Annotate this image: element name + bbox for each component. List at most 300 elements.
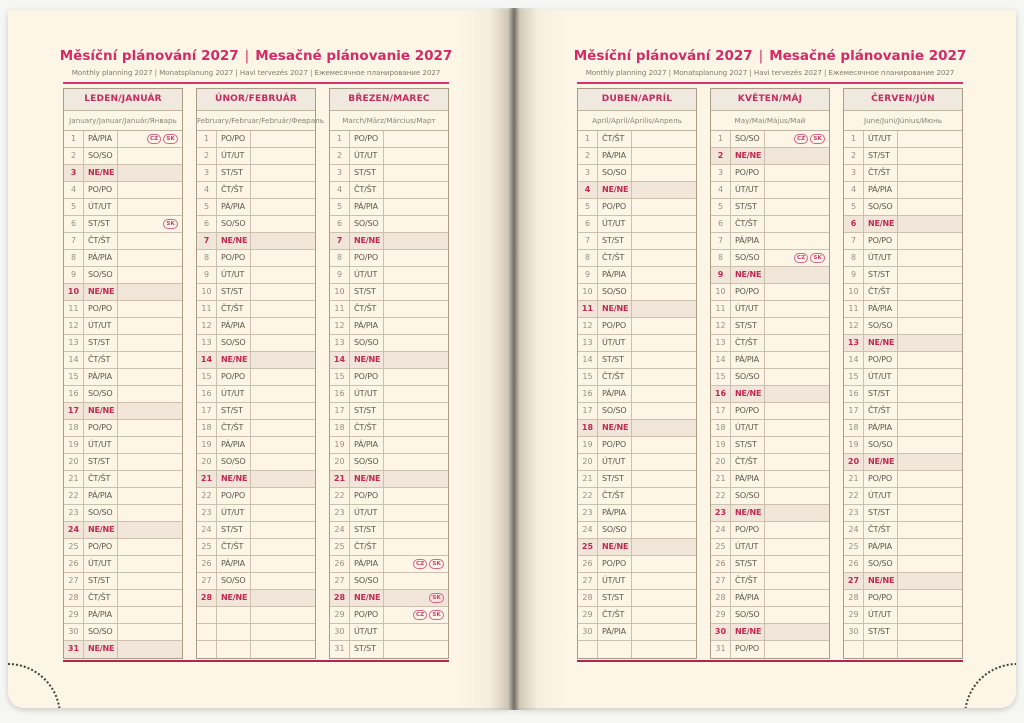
notes-cell bbox=[765, 233, 829, 249]
day-abbreviation: ÚT/UT bbox=[84, 556, 118, 572]
day-number: 11 bbox=[711, 301, 731, 317]
day-row bbox=[711, 454, 829, 471]
day-abbreviation: PÁ/PIA bbox=[84, 131, 118, 147]
day-row bbox=[844, 437, 962, 454]
day-abbreviation bbox=[864, 641, 898, 658]
day-number: 7 bbox=[844, 233, 864, 249]
day-number: 23 bbox=[844, 505, 864, 521]
day-abbreviation: PO/PO bbox=[598, 318, 632, 334]
day-abbreviation: PO/PO bbox=[350, 131, 384, 147]
day-abbreviation: ÚT/UT bbox=[84, 199, 118, 215]
notes-cell bbox=[765, 403, 829, 419]
day-abbreviation: NE/NE bbox=[598, 420, 632, 436]
day-row bbox=[197, 454, 315, 471]
notes-cell bbox=[118, 607, 182, 623]
day-abbreviation: PO/PO bbox=[84, 182, 118, 198]
notes-cell bbox=[632, 148, 696, 164]
notes-cell bbox=[898, 641, 962, 658]
day-abbreviation bbox=[217, 607, 251, 623]
day-abbreviation: ST/ST bbox=[864, 148, 898, 164]
notes-cell bbox=[898, 148, 962, 164]
day-number bbox=[844, 641, 864, 658]
empty-row bbox=[578, 641, 696, 658]
notes-cell bbox=[898, 301, 962, 317]
day-row bbox=[64, 556, 182, 573]
day-number: 28 bbox=[330, 590, 350, 606]
day-abbreviation: PO/PO bbox=[217, 131, 251, 147]
day-row bbox=[197, 403, 315, 420]
day-row bbox=[711, 301, 829, 318]
notes-cell bbox=[251, 505, 315, 521]
day-row bbox=[578, 284, 696, 301]
day-number: 22 bbox=[844, 488, 864, 504]
notes-cell bbox=[632, 216, 696, 232]
day-row bbox=[64, 352, 182, 369]
day-abbreviation: ST/ST bbox=[731, 437, 765, 453]
notes-cell bbox=[251, 556, 315, 572]
day-number: 27 bbox=[711, 573, 731, 589]
day-row bbox=[578, 199, 696, 216]
notes-cell bbox=[898, 318, 962, 334]
day-abbreviation: SO/SO bbox=[84, 267, 118, 283]
day-row bbox=[844, 335, 962, 352]
day-number: 22 bbox=[578, 488, 598, 504]
notes-cell bbox=[898, 284, 962, 300]
day-number: 16 bbox=[64, 386, 84, 402]
day-abbreviation: NE/NE bbox=[864, 573, 898, 589]
month-table-brezen-marec bbox=[329, 88, 449, 659]
day-abbreviation: PÁ/PIA bbox=[864, 301, 898, 317]
day-number: 12 bbox=[330, 318, 350, 334]
notes-cell bbox=[118, 386, 182, 402]
day-abbreviation: ČT/ŠT bbox=[598, 488, 632, 504]
day-row bbox=[197, 318, 315, 335]
day-abbreviation: SO/SO bbox=[864, 556, 898, 572]
day-number: 1 bbox=[844, 131, 864, 147]
notes-cell bbox=[898, 437, 962, 453]
day-row bbox=[197, 369, 315, 386]
day-number: 18 bbox=[711, 420, 731, 436]
notes-cell bbox=[251, 471, 315, 487]
notes-cell bbox=[898, 369, 962, 385]
notes-cell bbox=[118, 403, 182, 419]
day-abbreviation: PO/PO bbox=[731, 165, 765, 181]
day-number: 24 bbox=[578, 522, 598, 538]
notes-cell bbox=[632, 539, 696, 555]
day-abbreviation: ST/ST bbox=[350, 403, 384, 419]
day-row bbox=[711, 250, 829, 267]
notes-cell bbox=[898, 182, 962, 198]
day-abbreviation: ST/ST bbox=[217, 403, 251, 419]
day-row bbox=[330, 641, 448, 658]
day-number: 29 bbox=[64, 607, 84, 623]
day-abbreviation: ST/ST bbox=[84, 216, 118, 232]
day-number: 15 bbox=[711, 369, 731, 385]
notes-cell bbox=[384, 131, 448, 147]
day-row bbox=[64, 641, 182, 658]
day-abbreviation: PÁ/PIA bbox=[598, 148, 632, 164]
day-row bbox=[578, 267, 696, 284]
notes-cell bbox=[632, 386, 696, 402]
day-number: 6 bbox=[64, 216, 84, 232]
day-number: 7 bbox=[711, 233, 731, 249]
day-number: 7 bbox=[330, 233, 350, 249]
day-abbreviation bbox=[598, 641, 632, 658]
day-number: 25 bbox=[330, 539, 350, 555]
notes-cell bbox=[384, 556, 448, 572]
day-number: 27 bbox=[844, 573, 864, 589]
day-row bbox=[711, 471, 829, 488]
day-abbreviation: PO/PO bbox=[864, 471, 898, 487]
day-abbreviation: ÚT/UT bbox=[598, 573, 632, 589]
notes-cell bbox=[118, 522, 182, 538]
notes-cell bbox=[765, 437, 829, 453]
day-abbreviation: PO/PO bbox=[598, 199, 632, 215]
day-row bbox=[711, 199, 829, 216]
day-row bbox=[64, 386, 182, 403]
day-row bbox=[578, 556, 696, 573]
notes-cell bbox=[384, 165, 448, 181]
day-number: 13 bbox=[578, 335, 598, 351]
day-abbreviation: ČT/ŠT bbox=[731, 335, 765, 351]
day-row bbox=[578, 131, 696, 148]
day-row bbox=[64, 607, 182, 624]
day-number: 26 bbox=[64, 556, 84, 572]
notes-cell bbox=[632, 233, 696, 249]
day-abbreviation: ÚT/UT bbox=[864, 488, 898, 504]
day-number: 18 bbox=[197, 420, 217, 436]
day-number: 21 bbox=[844, 471, 864, 487]
day-row bbox=[330, 386, 448, 403]
day-abbreviation: SO/SO bbox=[598, 165, 632, 181]
day-abbreviation: SO/SO bbox=[350, 335, 384, 351]
notes-cell bbox=[765, 471, 829, 487]
day-row bbox=[578, 386, 696, 403]
notes-cell bbox=[118, 131, 182, 147]
day-abbreviation: ST/ST bbox=[217, 165, 251, 181]
day-number: 2 bbox=[197, 148, 217, 164]
day-abbreviation: SO/SO bbox=[598, 284, 632, 300]
notes-cell bbox=[384, 437, 448, 453]
day-abbreviation: ČT/ŠT bbox=[84, 471, 118, 487]
day-number: 8 bbox=[330, 250, 350, 266]
day-number: 15 bbox=[197, 369, 217, 385]
notes-cell bbox=[765, 352, 829, 368]
day-row bbox=[711, 420, 829, 437]
day-abbreviation: ÚT/UT bbox=[864, 369, 898, 385]
month-table-cerven-jun bbox=[843, 88, 963, 659]
notes-cell bbox=[765, 199, 829, 215]
notes-cell bbox=[384, 216, 448, 232]
day-row bbox=[578, 403, 696, 420]
month-table-duben-april bbox=[577, 88, 697, 659]
day-abbreviation: SO/SO bbox=[217, 454, 251, 470]
notes-cell bbox=[118, 250, 182, 266]
day-abbreviation: PO/PO bbox=[84, 420, 118, 436]
holiday-badge-cz-icon: CZ bbox=[413, 610, 427, 620]
day-abbreviation: PÁ/PIA bbox=[598, 267, 632, 283]
day-row bbox=[330, 590, 448, 607]
day-number: 22 bbox=[64, 488, 84, 504]
notes-cell bbox=[251, 301, 315, 317]
day-number: 10 bbox=[197, 284, 217, 300]
day-abbreviation: NE/NE bbox=[731, 624, 765, 640]
day-number: 30 bbox=[711, 624, 731, 640]
day-number: 28 bbox=[844, 590, 864, 606]
day-row bbox=[578, 539, 696, 556]
day-number: 6 bbox=[711, 216, 731, 232]
notes-cell bbox=[898, 335, 962, 351]
month-name-translations: March/März/Március/Март bbox=[330, 111, 448, 131]
day-number: 17 bbox=[711, 403, 731, 419]
day-abbreviation: ČT/ŠT bbox=[598, 369, 632, 385]
title-separator: | bbox=[758, 48, 764, 64]
day-row bbox=[711, 607, 829, 624]
notes-cell bbox=[632, 199, 696, 215]
notes-cell bbox=[898, 250, 962, 266]
day-number: 23 bbox=[711, 505, 731, 521]
day-row bbox=[844, 386, 962, 403]
day-number: 29 bbox=[844, 607, 864, 623]
notes-cell bbox=[898, 556, 962, 572]
day-abbreviation: SO/SO bbox=[731, 131, 765, 147]
day-number: 14 bbox=[578, 352, 598, 368]
day-number: 1 bbox=[197, 131, 217, 147]
day-abbreviation: PÁ/PIA bbox=[864, 420, 898, 436]
notes-cell bbox=[384, 454, 448, 470]
day-abbreviation: PÁ/PIA bbox=[731, 352, 765, 368]
day-row bbox=[578, 352, 696, 369]
day-abbreviation: ČT/ŠT bbox=[598, 250, 632, 266]
day-number: 29 bbox=[711, 607, 731, 623]
month-name-translations: January/Januar/Január/Январь bbox=[64, 111, 182, 131]
notes-cell bbox=[118, 318, 182, 334]
day-row bbox=[64, 301, 182, 318]
day-abbreviation: SO/SO bbox=[217, 573, 251, 589]
day-number: 20 bbox=[330, 454, 350, 470]
day-number: 24 bbox=[844, 522, 864, 538]
day-row bbox=[64, 267, 182, 284]
notes-cell bbox=[251, 284, 315, 300]
day-abbreviation: ÚT/UT bbox=[84, 437, 118, 453]
day-row bbox=[330, 454, 448, 471]
day-abbreviation: ST/ST bbox=[350, 522, 384, 538]
day-number: 28 bbox=[578, 590, 598, 606]
day-number: 20 bbox=[711, 454, 731, 470]
notes-cell bbox=[118, 199, 182, 215]
notes-cell bbox=[765, 131, 829, 147]
day-abbreviation: ÚT/UT bbox=[217, 148, 251, 164]
day-abbreviation: ST/ST bbox=[731, 199, 765, 215]
day-abbreviation: ČT/ŠT bbox=[217, 420, 251, 436]
notes-cell bbox=[765, 624, 829, 640]
day-abbreviation: NE/NE bbox=[350, 471, 384, 487]
day-abbreviation: PÁ/PIA bbox=[350, 199, 384, 215]
day-abbreviation: SO/SO bbox=[864, 318, 898, 334]
day-number: 19 bbox=[330, 437, 350, 453]
day-number: 4 bbox=[197, 182, 217, 198]
day-number: 30 bbox=[330, 624, 350, 640]
notes-cell bbox=[118, 437, 182, 453]
day-abbreviation: PÁ/PIA bbox=[350, 318, 384, 334]
day-row bbox=[711, 131, 829, 148]
notes-cell bbox=[898, 454, 962, 470]
day-row bbox=[844, 403, 962, 420]
day-row bbox=[844, 420, 962, 437]
notes-cell bbox=[118, 148, 182, 164]
day-number: 31 bbox=[711, 641, 731, 658]
day-abbreviation: ÚT/UT bbox=[598, 335, 632, 351]
day-abbreviation: NE/NE bbox=[731, 505, 765, 521]
day-row bbox=[578, 522, 696, 539]
notes-cell bbox=[384, 505, 448, 521]
notes-cell bbox=[384, 471, 448, 487]
day-abbreviation: PO/PO bbox=[864, 233, 898, 249]
day-row bbox=[711, 488, 829, 505]
notes-cell bbox=[118, 590, 182, 606]
day-row bbox=[711, 539, 829, 556]
day-row bbox=[330, 403, 448, 420]
day-number: 10 bbox=[330, 284, 350, 300]
day-abbreviation: NE/NE bbox=[84, 522, 118, 538]
notes-cell bbox=[384, 607, 448, 623]
day-number: 1 bbox=[711, 131, 731, 147]
day-number: 1 bbox=[578, 131, 598, 147]
day-row bbox=[64, 148, 182, 165]
day-abbreviation: SO/SO bbox=[84, 386, 118, 402]
day-row bbox=[197, 522, 315, 539]
page-left-header bbox=[59, 48, 453, 84]
day-row bbox=[197, 216, 315, 233]
notes-cell bbox=[384, 641, 448, 658]
day-row bbox=[64, 199, 182, 216]
notes-cell bbox=[118, 352, 182, 368]
day-number: 25 bbox=[578, 539, 598, 555]
day-row bbox=[578, 420, 696, 437]
day-abbreviation: PÁ/PIA bbox=[731, 590, 765, 606]
day-row bbox=[64, 522, 182, 539]
day-number: 15 bbox=[844, 369, 864, 385]
day-number: 7 bbox=[64, 233, 84, 249]
day-abbreviation: PÁ/PIA bbox=[217, 318, 251, 334]
day-row bbox=[578, 471, 696, 488]
day-row bbox=[64, 165, 182, 182]
page-right bbox=[514, 10, 1016, 708]
day-abbreviation: ST/ST bbox=[864, 624, 898, 640]
day-row bbox=[844, 284, 962, 301]
notes-cell bbox=[765, 301, 829, 317]
notes-cell bbox=[898, 573, 962, 589]
day-row bbox=[330, 165, 448, 182]
holiday-badge-sk-icon: SK bbox=[163, 134, 178, 144]
notes-cell bbox=[632, 573, 696, 589]
day-abbreviation: ČT/ŠT bbox=[84, 233, 118, 249]
day-row bbox=[330, 488, 448, 505]
day-number: 27 bbox=[330, 573, 350, 589]
day-row bbox=[844, 318, 962, 335]
holiday-badge-cz-icon: CZ bbox=[794, 134, 808, 144]
day-abbreviation: NE/NE bbox=[598, 539, 632, 555]
day-number: 1 bbox=[330, 131, 350, 147]
day-row bbox=[844, 607, 962, 624]
day-row bbox=[64, 454, 182, 471]
day-row bbox=[330, 301, 448, 318]
notes-cell bbox=[118, 539, 182, 555]
month-name: KVĚTEN/MÁJ bbox=[711, 89, 829, 111]
day-number: 25 bbox=[844, 539, 864, 555]
day-row bbox=[844, 573, 962, 590]
month-name-translations: April/April/Április/Апрель bbox=[578, 111, 696, 131]
day-number: 26 bbox=[197, 556, 217, 572]
day-number: 4 bbox=[330, 182, 350, 198]
month-tables-left bbox=[63, 88, 449, 659]
day-abbreviation: NE/NE bbox=[84, 284, 118, 300]
day-row bbox=[711, 352, 829, 369]
notes-cell bbox=[632, 437, 696, 453]
day-abbreviation: ÚT/UT bbox=[350, 386, 384, 402]
day-row bbox=[844, 131, 962, 148]
notes-cell bbox=[384, 573, 448, 589]
day-abbreviation: ST/ST bbox=[84, 335, 118, 351]
notes-cell bbox=[384, 250, 448, 266]
day-row bbox=[330, 131, 448, 148]
day-number: 3 bbox=[64, 165, 84, 181]
page-subtitle: Monthly planning 2027 | Monatsplanung 2027 | Havi tervezés 2027 | Ежемесячное планирование 2027 bbox=[585, 68, 955, 77]
day-number: 21 bbox=[197, 471, 217, 487]
day-number: 25 bbox=[197, 539, 217, 555]
day-abbreviation: PÁ/PIA bbox=[598, 505, 632, 521]
day-row bbox=[330, 437, 448, 454]
day-abbreviation: PO/PO bbox=[731, 522, 765, 538]
day-number: 9 bbox=[197, 267, 217, 283]
notes-cell bbox=[898, 539, 962, 555]
day-abbreviation: PO/PO bbox=[731, 641, 765, 658]
notes-cell bbox=[765, 454, 829, 470]
day-number: 17 bbox=[844, 403, 864, 419]
day-abbreviation: ČT/ŠT bbox=[350, 539, 384, 555]
day-number: 25 bbox=[711, 539, 731, 555]
notes-cell bbox=[765, 556, 829, 572]
notes-cell bbox=[118, 182, 182, 198]
day-row bbox=[197, 233, 315, 250]
notes-cell bbox=[251, 131, 315, 147]
title-slovak: Mesačné plánovanie 2027 bbox=[255, 48, 453, 64]
day-row bbox=[197, 165, 315, 182]
bottom-rule-right bbox=[577, 660, 963, 662]
day-abbreviation: ÚT/UT bbox=[350, 148, 384, 164]
day-abbreviation: SO/SO bbox=[598, 403, 632, 419]
notes-cell bbox=[118, 454, 182, 470]
day-number: 23 bbox=[578, 505, 598, 521]
month-name: ÚNOR/FEBRUÁR bbox=[197, 89, 315, 111]
day-row bbox=[578, 250, 696, 267]
day-number: 30 bbox=[578, 624, 598, 640]
day-abbreviation: ČT/ŠT bbox=[864, 165, 898, 181]
day-abbreviation: ÚT/UT bbox=[217, 386, 251, 402]
day-abbreviation: ST/ST bbox=[350, 284, 384, 300]
day-abbreviation: PÁ/PIA bbox=[864, 539, 898, 555]
day-row bbox=[64, 437, 182, 454]
day-row bbox=[197, 250, 315, 267]
day-row bbox=[330, 607, 448, 624]
day-row bbox=[711, 335, 829, 352]
day-row bbox=[844, 454, 962, 471]
day-row bbox=[197, 590, 315, 607]
notes-cell bbox=[384, 335, 448, 351]
holiday-badge-cz-icon: CZ bbox=[794, 253, 808, 263]
day-number: 3 bbox=[330, 165, 350, 181]
notes-cell bbox=[765, 590, 829, 606]
